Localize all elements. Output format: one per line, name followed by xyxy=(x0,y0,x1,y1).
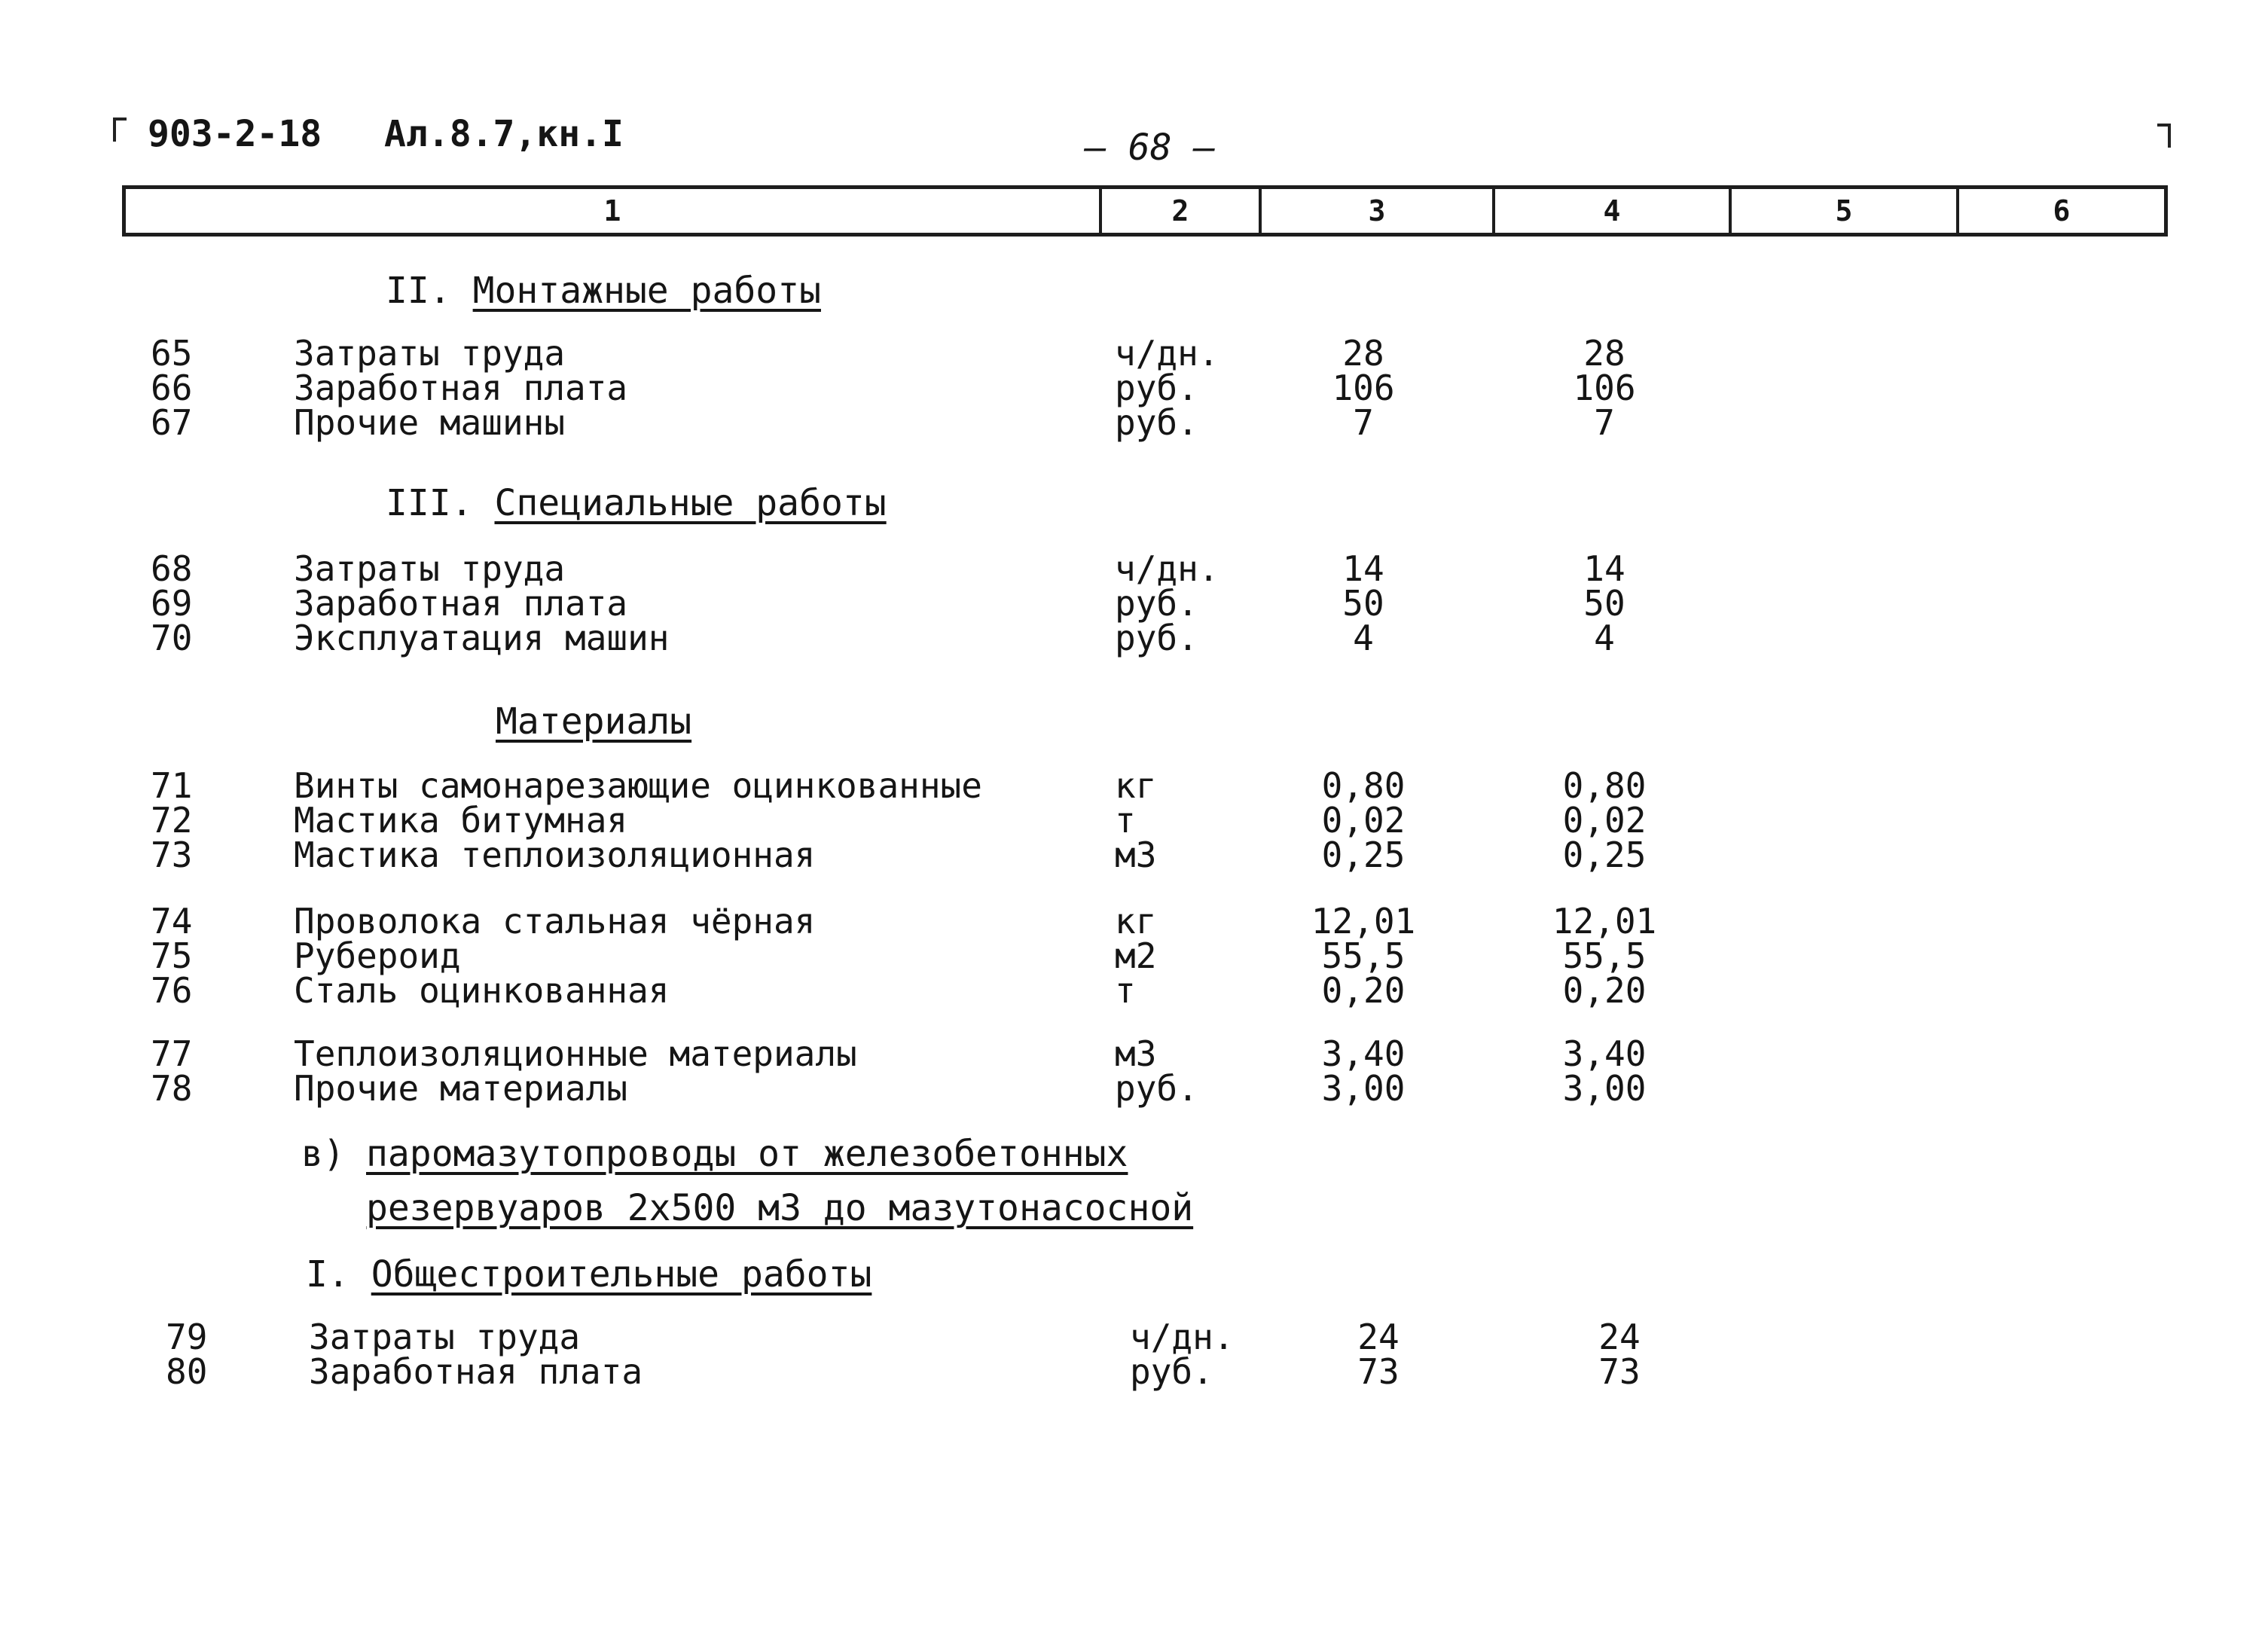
row-col4: 4 xyxy=(1594,618,1615,658)
row-unit: руб. xyxy=(1130,1351,1213,1392)
subheading-text: резервуаров 2х500 м3 до мазутонасосной xyxy=(366,1187,1194,1229)
row-name: Затраты труда xyxy=(294,333,566,374)
row-name: Теплоизоляционные материалы xyxy=(294,1033,857,1074)
row-col4: 0,25 xyxy=(1562,835,1647,875)
row-col3: 73 xyxy=(1357,1351,1400,1392)
row-number: 65 xyxy=(151,333,193,374)
table-row xyxy=(121,901,1778,942)
section-heading-materials xyxy=(496,700,691,743)
corner-mark-right xyxy=(2157,124,2171,148)
table-row xyxy=(121,1033,1778,1074)
row-col3: 3,00 xyxy=(1321,1068,1406,1109)
row-number: 75 xyxy=(151,935,193,976)
row-col4: 0,20 xyxy=(1562,970,1647,1011)
section-heading-special xyxy=(386,482,887,524)
row-unit: кг xyxy=(1115,901,1157,942)
row-name: Мастика битумная xyxy=(294,800,628,841)
row-number: 79 xyxy=(166,1317,208,1357)
row-col3: 4 xyxy=(1353,618,1374,658)
row-unit: м3 xyxy=(1115,1033,1157,1074)
row-name: Заработная плата xyxy=(294,583,628,624)
row-unit: м2 xyxy=(1115,935,1157,976)
row-name: Проволока стальная чёрная xyxy=(294,901,816,942)
row-col3: 106 xyxy=(1332,368,1395,408)
column-header-2: 2 xyxy=(1099,189,1259,233)
row-number: 77 xyxy=(151,1033,193,1074)
row-unit: руб. xyxy=(1115,1068,1198,1109)
row-col4: 73 xyxy=(1598,1351,1641,1392)
section-title: Материалы xyxy=(496,700,692,743)
row-name: Рубероид xyxy=(294,935,461,976)
table-row xyxy=(121,333,1778,374)
corner-mark-left xyxy=(113,118,127,142)
row-number: 69 xyxy=(151,583,193,624)
section-title: Монтажные работы xyxy=(472,270,821,312)
row-col4: 0,80 xyxy=(1562,765,1647,806)
table-row xyxy=(121,935,1778,976)
document-code: 903-2-18 xyxy=(148,113,322,155)
row-name: Заработная плата xyxy=(309,1351,643,1392)
row-col4: 24 xyxy=(1598,1317,1641,1357)
row-unit: т xyxy=(1115,970,1136,1011)
table-row xyxy=(121,835,1778,875)
row-unit: ч/дн. xyxy=(1130,1317,1235,1357)
row-unit: т xyxy=(1115,800,1136,841)
subheading-prefix: в) xyxy=(301,1133,345,1175)
row-number: 80 xyxy=(166,1351,208,1392)
section-heading-general xyxy=(306,1253,871,1296)
row-unit: руб. xyxy=(1115,402,1198,443)
table-row xyxy=(121,583,1778,624)
row-unit: м3 xyxy=(1115,835,1157,875)
section-prefix: III. xyxy=(386,482,473,524)
row-name: Прочие материалы xyxy=(294,1068,628,1109)
column-header-5: 5 xyxy=(1729,189,1956,233)
row-number: 68 xyxy=(151,548,193,589)
row-unit: ч/дн. xyxy=(1115,333,1219,374)
table-row xyxy=(121,402,1778,443)
row-col4: 7 xyxy=(1594,402,1615,443)
row-col4: 14 xyxy=(1583,548,1625,589)
subheading-line-1 xyxy=(366,1133,1128,1175)
row-col3: 0,20 xyxy=(1321,970,1406,1011)
row-col3: 28 xyxy=(1342,333,1384,374)
row-number: 76 xyxy=(151,970,193,1011)
row-name: Эксплуатация машин xyxy=(294,618,670,658)
row-number: 72 xyxy=(151,800,193,841)
row-name: Заработная плата xyxy=(294,368,628,408)
row-col4: 3,00 xyxy=(1562,1068,1647,1109)
row-name: Затраты труда xyxy=(294,548,566,589)
row-col3: 12,01 xyxy=(1311,901,1416,942)
table-row xyxy=(121,765,1778,806)
table-row xyxy=(121,618,1778,658)
column-header-3: 3 xyxy=(1259,189,1492,233)
row-col4: 12,01 xyxy=(1552,901,1657,942)
section-prefix: II. xyxy=(386,270,451,312)
row-col4: 28 xyxy=(1583,333,1625,374)
table-row xyxy=(121,368,1778,408)
section-title: Специальные работы xyxy=(494,482,887,524)
row-name: Мастика теплоизоляционная xyxy=(294,835,816,875)
section-heading-installation xyxy=(386,270,821,312)
album-reference: Ал.8.7,кн.I xyxy=(384,113,624,155)
column-header-1: 1 xyxy=(603,194,621,227)
column-header-row xyxy=(122,185,2168,237)
row-col3: 55,5 xyxy=(1321,935,1406,976)
section-title: Общестроительные работы xyxy=(371,1253,872,1296)
table-row xyxy=(121,970,1778,1011)
row-col4: 55,5 xyxy=(1562,935,1647,976)
row-col3: 0,25 xyxy=(1321,835,1406,875)
row-number: 66 xyxy=(151,368,193,408)
row-unit: руб. xyxy=(1115,618,1198,658)
row-unit: руб. xyxy=(1115,368,1198,408)
row-unit: ч/дн. xyxy=(1115,548,1219,589)
row-name: Сталь оцинкованная xyxy=(294,970,670,1011)
row-col3: 14 xyxy=(1342,548,1384,589)
row-name: Затраты труда xyxy=(309,1317,581,1357)
row-col3: 24 xyxy=(1357,1317,1400,1357)
row-col3: 0,80 xyxy=(1321,765,1406,806)
row-col3: 0,02 xyxy=(1321,800,1406,841)
row-col4: 50 xyxy=(1583,583,1625,624)
row-unit: кг xyxy=(1115,765,1157,806)
row-col4: 3,40 xyxy=(1562,1033,1647,1074)
row-name: Прочие машины xyxy=(294,402,566,443)
row-col3: 3,40 xyxy=(1321,1033,1406,1074)
row-col4: 106 xyxy=(1573,368,1636,408)
table-row xyxy=(121,1068,1778,1109)
row-number: 67 xyxy=(151,402,193,443)
row-col3: 7 xyxy=(1353,402,1374,443)
row-number: 71 xyxy=(151,765,193,806)
row-col3: 50 xyxy=(1342,583,1384,624)
row-number: 70 xyxy=(151,618,193,658)
row-name: Винты самонарезающие оцинкованные xyxy=(294,765,982,806)
row-number: 78 xyxy=(151,1068,193,1109)
table-row xyxy=(136,1351,1793,1392)
row-unit: руб. xyxy=(1115,583,1198,624)
column-header-4: 4 xyxy=(1492,189,1729,233)
table-row xyxy=(121,548,1778,589)
subheading-line-2 xyxy=(366,1187,1193,1229)
table-row xyxy=(136,1317,1793,1357)
subheading-text: паромазутопроводы от железобетонных xyxy=(366,1133,1128,1175)
section-prefix: I. xyxy=(306,1253,350,1296)
row-number: 74 xyxy=(151,901,193,942)
page-number: — 68 — xyxy=(1085,127,1216,169)
row-number: 73 xyxy=(151,835,193,875)
table-row xyxy=(121,800,1778,841)
column-header-6: 6 xyxy=(1956,189,2164,233)
row-col4: 0,02 xyxy=(1562,800,1647,841)
